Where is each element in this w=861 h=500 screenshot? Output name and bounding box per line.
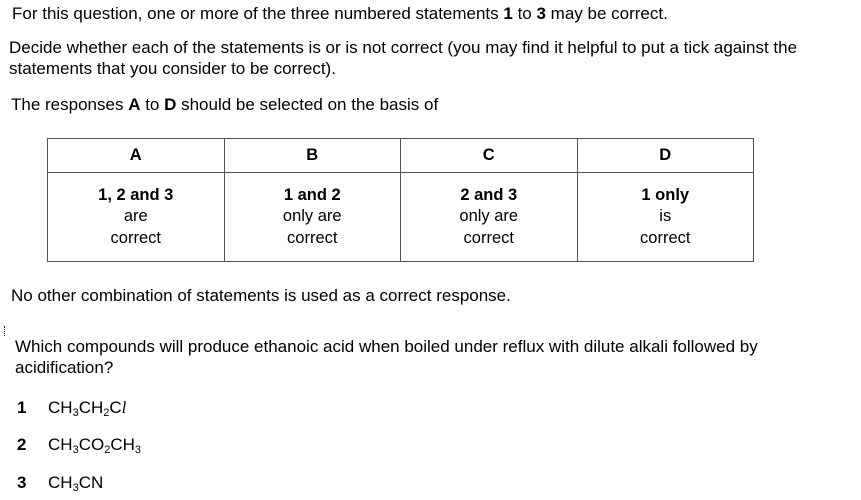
key-cell-d-line3: correct — [640, 228, 691, 247]
statement-2 — [17, 435, 141, 455]
statement-1-formula — [48, 398, 126, 417]
formula-part: CN — [78, 473, 104, 492]
key-header-row — [48, 139, 754, 173]
formula-part: C — [109, 398, 122, 417]
key-cell-a-bold: 1, 2 and 3 — [98, 185, 174, 204]
response-key-table — [47, 138, 754, 262]
key-cell-a-line3: correct — [110, 228, 161, 247]
formula-part: CH — [48, 473, 73, 492]
key-cell-c-line3: correct — [463, 228, 514, 247]
key-cell-b — [224, 173, 401, 262]
key-header-a: A — [48, 139, 225, 173]
formula-subscript: 3 — [72, 482, 79, 494]
key-cell-b-line2: only are — [282, 207, 342, 226]
statement-1-number: 1 — [17, 398, 27, 417]
formula-part: CH — [48, 435, 73, 454]
formula-part: CH — [78, 398, 104, 417]
formula-part: CH — [48, 398, 73, 417]
formula-part: CH — [110, 435, 135, 454]
key-cell-d-bold: 1 only — [641, 185, 690, 204]
responses-text-a: The responses — [11, 95, 129, 114]
key-cell-c — [401, 173, 578, 262]
statement-2-number: 2 — [17, 435, 27, 454]
intro-text-b: question, one or more of the three numbered statements — [68, 4, 504, 23]
statement-2-formula — [48, 435, 141, 454]
responses-text-c: should be selected on the basis of — [176, 95, 439, 114]
intro-text-a: For this — [12, 4, 69, 23]
formula-subscript: 2 — [104, 444, 111, 456]
formula-part: l — [121, 398, 127, 417]
intro-text-c: to — [512, 4, 537, 23]
formula-subscript: 3 — [134, 444, 141, 456]
formula-subscript: 2 — [103, 407, 110, 419]
statement-1 — [17, 398, 126, 418]
decide-instruction: Decide whether each of the statements is or is not correct (you may find it helpful to put a tick against the statements that you consider to be correct). — [9, 38, 798, 78]
key-cell-d-line2: is — [659, 207, 672, 226]
key-cell-a — [48, 173, 225, 262]
intro-line — [12, 4, 668, 24]
responses-letter-a: A — [128, 95, 141, 114]
formula-part: CO — [78, 435, 105, 454]
question-text: Which compounds will produce ethanoic acid when boiled under reflux with dilute alkali followed by acidification? — [15, 337, 758, 377]
formula-subscript: 3 — [72, 444, 79, 456]
statement-3-formula — [48, 473, 103, 492]
formula-subscript: 3 — [72, 407, 79, 419]
key-cell-a-line2: are — [123, 207, 148, 226]
key-cell-d — [577, 173, 754, 262]
key-cell-b-bold: 1 and 2 — [283, 185, 341, 204]
key-cell-c-bold: 2 and 3 — [460, 185, 518, 204]
key-header-b: B — [224, 139, 401, 173]
responses-text-b: to — [140, 95, 165, 114]
key-body-row — [48, 173, 754, 262]
intro-num-3: 3 — [536, 4, 546, 23]
key-cell-b-line3: correct — [287, 228, 338, 247]
key-header-c: C — [401, 139, 578, 173]
intro-num-1: 1 — [503, 4, 513, 23]
statement-3 — [17, 473, 103, 493]
responses-letter-d: D — [164, 95, 177, 114]
statement-3-number: 3 — [17, 473, 27, 492]
key-cell-c-line2: only are — [459, 207, 519, 226]
margin-mark — [4, 326, 7, 336]
no-other-combination: No other combination of statements is used as a correct response. — [11, 286, 511, 305]
key-header-d: D — [577, 139, 754, 173]
intro-text-d: may be correct. — [545, 4, 668, 23]
responses-line — [11, 95, 438, 115]
